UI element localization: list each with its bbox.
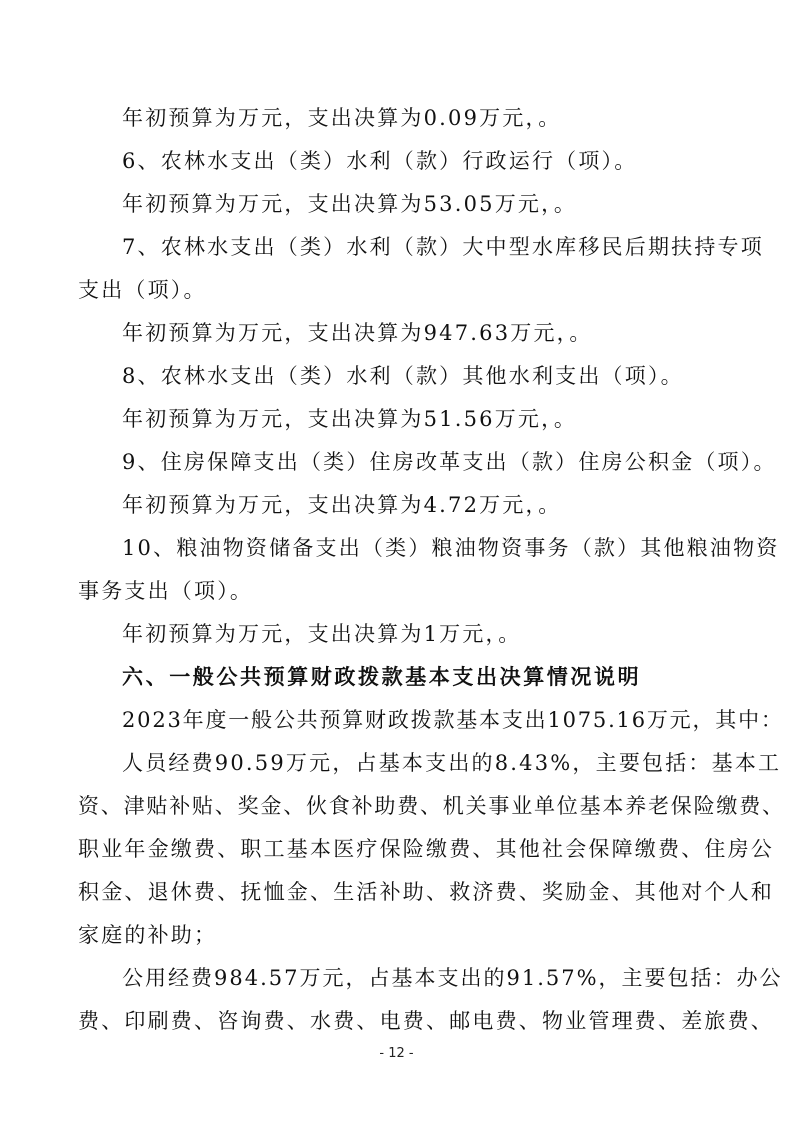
paragraph-line: 职业年金缴费、职工基本医疗保险缴费、其他社会保障缴费、住房公 — [78, 837, 774, 861]
paragraph-line: 年初预算为万元，支出决算为53.05万元，。 — [122, 192, 578, 216]
paragraph-line: 10、粮油物资储备支出（类）粮油物资事务（款）其他粮油物资 — [122, 536, 780, 560]
paragraph-line: 家庭的补助； — [78, 923, 218, 947]
paragraph-line: 人员经费90.59万元，占基本支出的8.43%，主要包括：基本工 — [122, 751, 782, 775]
paragraph-line: 积金、退休费、抚恤金、生活补助、救济费、奖励金、其他对个人和 — [78, 880, 774, 904]
page-number: - 12 - — [379, 1046, 414, 1061]
paragraph-line: 支出（项）。 — [78, 278, 207, 302]
paragraph-line: 年初预算为万元，支出决算为51.56万元，。 — [122, 407, 578, 431]
paragraph-line: 2023年度一般公共预算财政拨款基本支出1075.16万元，其中： — [122, 708, 784, 732]
paragraph-line: 费、印刷费、咨询费、水费、电费、邮电费、物业管理费、差旅费、 — [78, 1009, 774, 1033]
paragraph-line: 年初预算为万元，支出决算为947.63万元，。 — [122, 321, 593, 345]
paragraph-line: 7、农林水支出（类）水利（款）大中型水库移民后期扶持专项 — [122, 235, 764, 259]
paragraph-line: 公用经费984.57万元，占基本支出的91.57%，主要包括：办公 — [122, 966, 783, 990]
section-heading: 六、一般公共预算财政拨款基本支出决算情况说明 — [122, 665, 642, 689]
paragraph-line: 资、津贴补贴、奖金、伙食补助费、机关事业单位基本养老保险缴费、 — [78, 794, 785, 818]
paragraph-line: 年初预算为万元，支出决算为0.09万元，。 — [122, 106, 562, 130]
paragraph-line: 事务支出（项）。 — [78, 579, 254, 603]
paragraph-line: 8、农林水支出（类）水利（款）其他水利支出（项）。 — [122, 364, 684, 388]
paragraph-line: 6、农林水支出（类）水利（款）行政运行（项）。 — [122, 149, 638, 173]
paragraph-line: 年初预算为万元，支出决算为1万元，。 — [122, 622, 522, 646]
paragraph-line: 9、住房保障支出（类）住房改革支出（款）住房公积金（项）。 — [122, 450, 777, 474]
paragraph-line: 年初预算为万元，支出决算为4.72万元，。 — [122, 493, 562, 517]
